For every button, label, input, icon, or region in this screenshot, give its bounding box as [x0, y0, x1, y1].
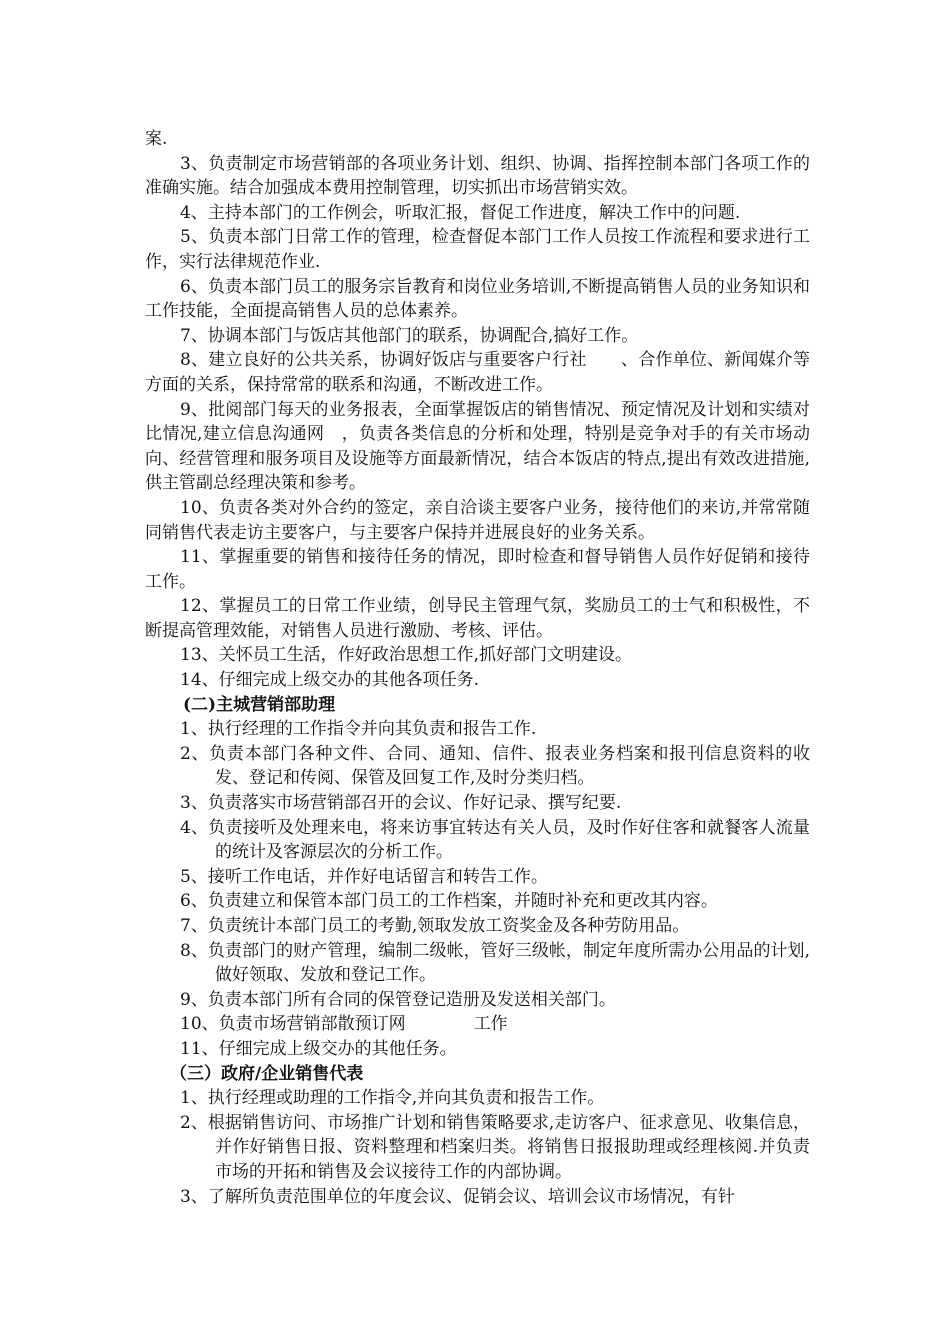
paragraph-b8: 9、负责本部门所有合同的保管登记造册及发送相关部门。	[180, 989, 616, 1010]
paragraph-b0: 1、执行经理的工作指令并向其负责和报告工作.	[180, 719, 537, 740]
paragraph-a11: 13、关怀员工生活，作好政治思想工作,抓好部门文明建设。	[180, 645, 633, 666]
paragraph-c1: 2、根据销售访问、市场推广计划和销售策略要求,走访客户、征求意见、收集信息，并作好销售日报、资料整理和档案归类。将销售日报报助理或经理核阅.并负责市场的开拓和销售及会议接待工作的内部协调。	[180, 1112, 810, 1182]
paragraph-b6: 7、负责统计本部门员工的考勤,领取发放工资奖金及各种劳防用品。	[180, 916, 690, 936]
paragraph-b2: 3、负责落实市场营销部召开的会议、作好记录、撰写纪要.	[180, 793, 622, 814]
paragraph-b9: 10、负责市场营销部散预订网 工作	[180, 1014, 508, 1035]
paragraph-a9: 11、掌握重要的销售和接待任务的情况，即时检查和督导销售人员作好促销和接待工作。	[145, 547, 810, 592]
paragraph-a4: 6、负责本部门员工的服务宗旨教育和岗位业务培训,不断提高销售人员的业务知识和工作技能，全面提高销售人员的总体素养。	[145, 276, 810, 322]
paragraph-c0: 1、执行经理或助理的工作指令,并向其负责和报告工作。	[180, 1088, 605, 1109]
paragraph-b10: 11、仔细完成上级交办的其他任务。	[180, 1038, 457, 1059]
paragraph-a2: 4、主持本部门的工作例会，听取汇报，督促工作进度，解决工作中的问题.	[180, 202, 741, 223]
section-heading-2: (二)主城营销部助理	[183, 694, 336, 715]
paragraph-b5: 6、负责建立和保管本部门员工的工作档案，并随时补充和更改其内容。	[180, 891, 718, 912]
paragraph-b7: 8、负责部门的财产管理，编制二级帐，管好三级帐，制定年度所需办公用品的计划,做好领取、发放和登记工作。	[180, 940, 810, 986]
document-body	[145, 127, 810, 1209]
paragraph-b4: 5、接听工作电话，并作好电话留言和转告工作。	[180, 866, 548, 887]
paragraph-a6: 8、建立良好的公共关系，协调好饭店与重要客户行社 、合作单位、新闻媒介等方面的关系，保持常常的联系和沟通，不断改进工作。	[145, 350, 810, 395]
paragraph-b1: 2、负责本部门各种文件、合同、通知、信件、报表业务档案和报刊信息资料的收发、登记和传阅、保管及回复工作,及时分类归档。	[180, 743, 810, 789]
paragraph-b3: 4、负责接听及处理来电，将来访事宜转达有关人员，及时作好住客和就餐客人流量的统计及客源层次的分析工作。	[180, 817, 810, 863]
paragraph-a10: 12、掌握员工的日常工作业绩，创导民主管理气氛，奖励员工的士气和积极性，不断提高管理效能，对销售人员进行激励、考核、评估。	[145, 596, 810, 641]
paragraph-a7: 9、批阅部门每天的业务报表，全面掌握饭店的销售情况、预定情况及计划和实绩对比情况,建立信息沟通网 ，负责各类信息的分析和处理，特别是竞争对手的有关市场动向、经营管理和服务项目及设施等方面最新情况，结合本饭店的特点,提出有效改进措施,供主管副总经理决策和参考。	[145, 399, 810, 494]
paragraph-a1: 3、负责制定市场营销部的各项业务计划、组织、协调、指挥控制本部门各项工作的准确实施。结合加强成本费用控制管理，切实抓出市场营销实效。	[145, 153, 810, 199]
paragraph-c2: 3、了解所负责范围单位的年度会议、促销会议、培训会议市场情况，有针	[180, 1186, 735, 1207]
paragraph-a0: 案.	[145, 129, 168, 149]
paragraph-a8: 10、负责各类对外合约的签定，亲自洽谈主要客户业务，接待他们的来访,并常常随同销售代表走访主要客户，与主要客户保持并进展良好的业务关系。	[145, 497, 810, 543]
section-heading-3: （三）政府/企业销售代表	[170, 1063, 364, 1084]
paragraph-a12: 14、仔细完成上级交办的其他各项任务.	[180, 670, 480, 691]
paragraph-a5: 7、协调本部门与饭店其他部门的联系，协调配合,搞好工作。	[180, 325, 639, 346]
paragraph-a3: 5、负责本部门日常工作的管理，检查督促本部门工作人员按工作流程和要求进行工作，实行法律规范作业.	[145, 227, 810, 272]
